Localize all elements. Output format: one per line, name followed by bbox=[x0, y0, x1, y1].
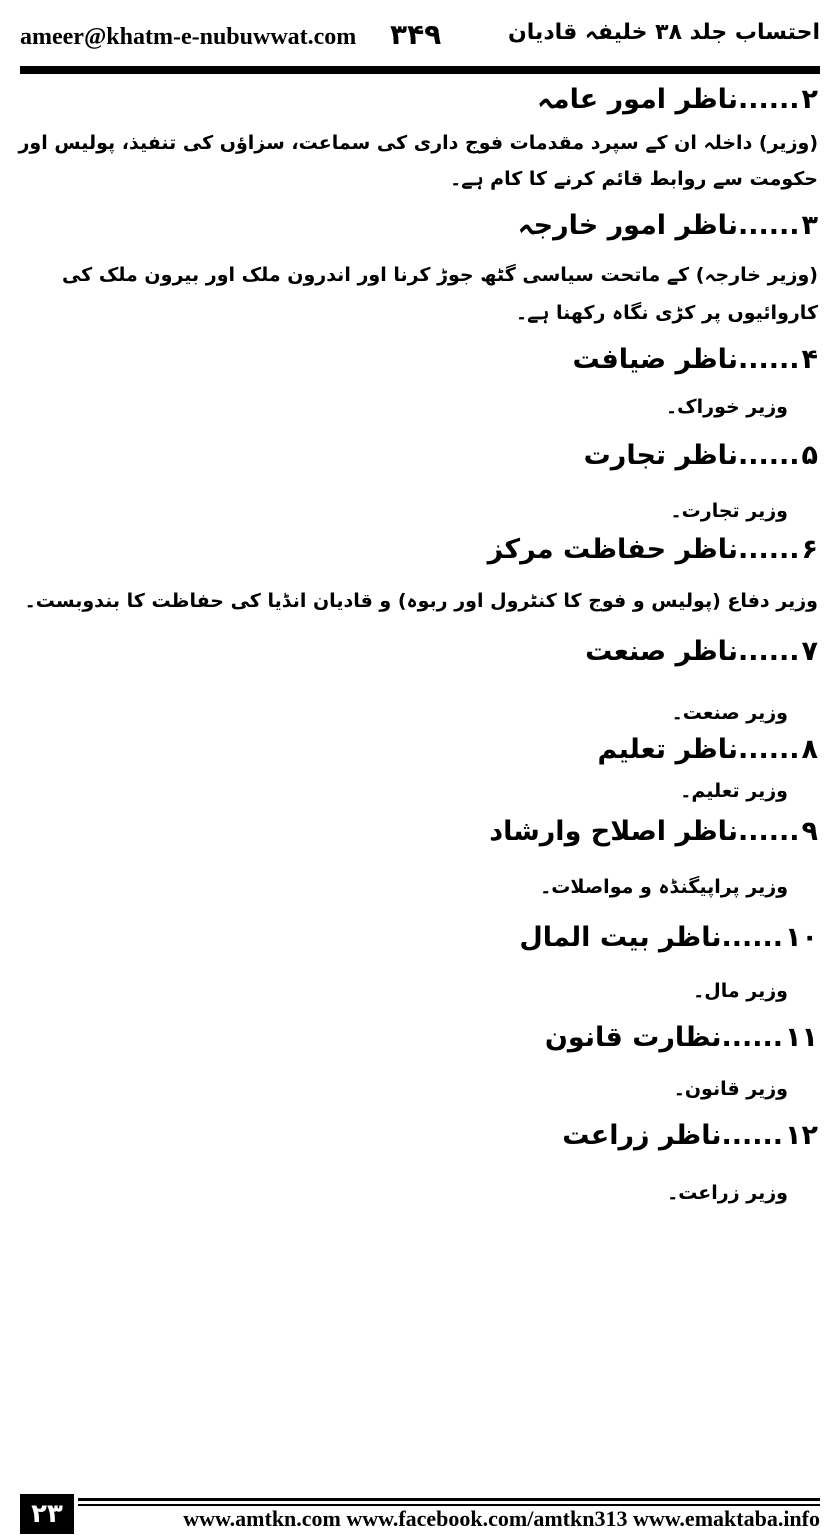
item-description: (وزیر) داخلہ ان کے سپرد مقدمات فوج داری کی سماعت، سزاؤں کی تنفیذ، پولیس اور bbox=[18, 132, 818, 154]
item-heading bbox=[573, 344, 818, 375]
item-number: ۳ bbox=[801, 210, 818, 241]
item-title: ناظر صنعت bbox=[585, 636, 738, 667]
header-rule bbox=[20, 66, 820, 74]
item-description: (وزیر خارجہ) کے ماتحت سیاسی گٹھ جوڑ کرنا اور اندرون ملک اور بیرون ملک کی bbox=[61, 264, 818, 286]
item-description: وزیر مال۔ bbox=[693, 980, 788, 1002]
item-heading bbox=[584, 440, 818, 471]
item-title: ناظر زراعت bbox=[562, 1120, 722, 1151]
item-title: ناظر امور خارجہ bbox=[517, 210, 738, 241]
item-dots: ...... bbox=[721, 1120, 784, 1151]
footer-links: www.amtkn.com www.facebook.com/amtkn313 www.emaktaba.info bbox=[183, 1506, 820, 1531]
page-footer bbox=[20, 1494, 820, 1534]
item-heading bbox=[545, 1022, 818, 1053]
item-title: نظارت قانون bbox=[544, 1022, 722, 1053]
item-title: ناظر تجارت bbox=[583, 440, 738, 471]
footer-page-box: ۲۳ bbox=[20, 1494, 74, 1534]
item-number: ۵ bbox=[801, 440, 818, 471]
item-number: ۸ bbox=[801, 734, 818, 765]
page-number: ۳۴۹ bbox=[390, 18, 442, 51]
item-dots: ...... bbox=[737, 816, 800, 847]
item-dots: ...... bbox=[737, 636, 800, 667]
item-number: ۱۱ bbox=[785, 1022, 818, 1053]
item-description: وزیر قانون۔ bbox=[673, 1078, 788, 1100]
item-dots: ...... bbox=[737, 440, 800, 471]
item-number: ۱۰ bbox=[785, 922, 818, 953]
item-dots: ...... bbox=[721, 922, 784, 953]
item-description: وزیر تجارت۔ bbox=[670, 500, 788, 522]
book-title: احتساب جلد ۳۸ خلیفہ قادیان bbox=[508, 20, 820, 45]
item-heading bbox=[519, 922, 818, 953]
item-heading bbox=[488, 534, 818, 565]
item-title: ناظر بیت المال bbox=[519, 922, 722, 953]
item-heading bbox=[597, 734, 818, 765]
item-description: وزیر دفاع (پولیس و فوج کا کنٹرول اور ربوہ) و قادیان انڈیا کی حفاظت کا بندوبست۔ bbox=[24, 590, 818, 612]
item-heading bbox=[585, 636, 818, 667]
item-title: ناظر تعلیم bbox=[597, 734, 738, 765]
item-description: وزیر تعلیم۔ bbox=[680, 780, 788, 802]
item-number: ۹ bbox=[801, 816, 818, 847]
header-email: ameer@khatm-e-nubuwwat.com bbox=[20, 24, 357, 50]
item-description: وزیر خوراک۔ bbox=[666, 396, 788, 418]
item-title: ناظر اصلاح وارشاد bbox=[489, 816, 738, 847]
item-number: ۲ bbox=[801, 84, 818, 115]
page-header bbox=[20, 18, 820, 54]
item-number: ۱۲ bbox=[785, 1120, 818, 1151]
item-title: ناظر حفاظت مرکز bbox=[487, 534, 738, 565]
item-dots: ...... bbox=[737, 344, 800, 375]
item-dots: ...... bbox=[737, 210, 800, 241]
item-dots: ...... bbox=[737, 84, 800, 115]
item-number: ۷ bbox=[801, 636, 818, 667]
item-dots: ...... bbox=[737, 534, 800, 565]
item-heading bbox=[537, 84, 818, 115]
item-heading bbox=[562, 1120, 818, 1151]
footer-rule bbox=[78, 1498, 820, 1501]
item-title: ناظر امور عامہ bbox=[537, 84, 738, 115]
item-title: ناظر ضیافت bbox=[572, 344, 738, 375]
item-description: وزیر صنعت۔ bbox=[671, 702, 788, 724]
item-description: حکومت سے روابط قائم کرنے کا کام ہے۔ bbox=[450, 168, 818, 190]
item-description: وزیر زراعت۔ bbox=[667, 1182, 788, 1204]
item-dots: ...... bbox=[737, 734, 800, 765]
item-number: ۴ bbox=[801, 344, 818, 375]
item-heading bbox=[489, 816, 818, 847]
item-description: وزیر پراپیگنڈہ و مواصلات۔ bbox=[540, 876, 788, 898]
item-heading bbox=[518, 210, 818, 241]
item-dots: ...... bbox=[721, 1022, 784, 1053]
item-number: ۶ bbox=[801, 534, 818, 565]
item-description: کاروائیوں پر کڑی نگاہ رکھنا ہے۔ bbox=[515, 302, 818, 324]
